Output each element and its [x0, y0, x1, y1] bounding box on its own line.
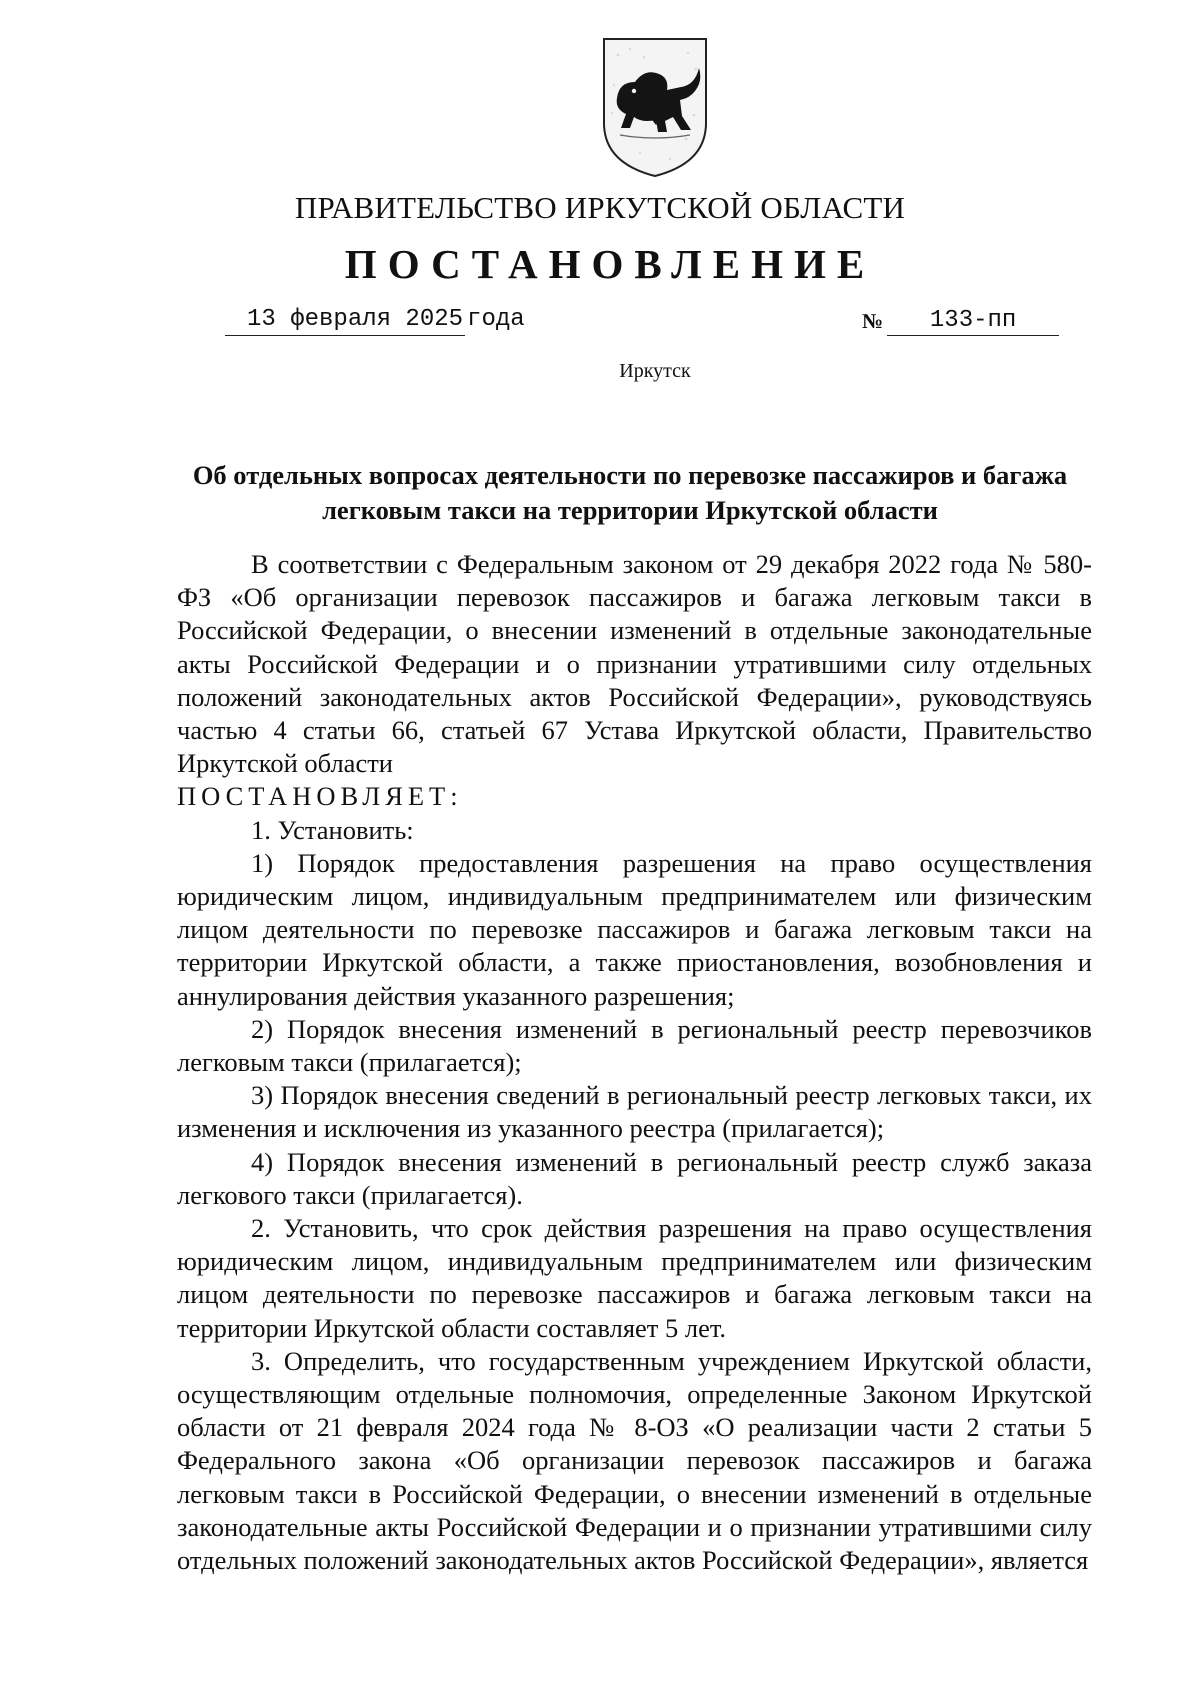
- preamble-paragraph: В соответствии с Федеральным законом от 29 декабря 2022 года № 580-ФЗ «Об организации перевозок пассажиров и багажа легковым такси в Российской Федерации, о внесении изменений в отдельные законодательные акты Российской Федерации и о признании утратившими силу отдельных положений законодательных актов Российской Федерации», руководствуясь частью 4 статьи 66, статьей 67 Устава Иркутской области, Правительство Иркутской области: [177, 549, 1092, 779]
- clause-1: 1. Установить:: [251, 814, 414, 845]
- clause-1-1: 1) Порядок предоставления разрешения на право осуществления юридическим лицом, индивидуальным предпринимателем или физическим лицом деятельности по перевозке пассажиров и багажа легковым такси на территории Иркутской области, а также приостановления, возобновления и аннулирования действия указанного разрешения;: [177, 847, 1092, 1011]
- title-line-1: Об отдельных вопросах деятельности по перевозке пассажиров и багажа: [192, 460, 1068, 490]
- document-date: [225, 306, 525, 336]
- clause-1-3: 3) Порядок внесения сведений в региональный реестр легковых такси, их изменения и исключения из указанного реестра (прилагается);: [177, 1080, 1092, 1144]
- document-title: [170, 458, 1090, 528]
- title-line-2: легковым такси на территории Иркутской области: [322, 495, 938, 525]
- decree-word: ПОСТАНОВЛЯЕТ:: [177, 781, 463, 812]
- document-type: ПОСТАНОВЛЕНИЕ: [344, 241, 876, 287]
- organization-name: ПРАВИТЕЛЬСТВО ИРКУТСКОЙ ОБЛАСТИ: [294, 190, 906, 225]
- clause-2: 2. Установить, что срок действия разрешения на право осуществления юридическим лицом, индивидуальным предпринимателем или физическим лицом деятельности по перевозке пассажиров и багажа легковым такси на территории Иркутской области составляет 5 лет.: [177, 1213, 1092, 1343]
- number-value: 133-пп: [887, 307, 1059, 336]
- irkutsk-coat-of-arms-icon: [600, 35, 710, 180]
- clause-3: 3. Определить, что государственным учреждением Иркутской области, осуществляющим отдельные полномочия, определенные Законом Иркутской области от 21 февраля 2024 года № 8-ОЗ «О реализации части 2 статьи 5 Федерального закона «Об организации перевозок пассажиров и багажа легковым такси в Российской Федерации, о внесении изменений в отдельные законодательные акты Российской Федерации и о признании утратившими силу отдельных положений законодательных актов Российской Федерации», является: [177, 1345, 1092, 1576]
- number-sign: №: [862, 309, 884, 333]
- document-city: Иркутск: [619, 360, 691, 382]
- clause-1-2: 2) Порядок внесения изменений в региональный реестр перевозчиков легковым такси (прилагается);: [177, 1013, 1092, 1078]
- document-number: [862, 306, 1059, 336]
- date-value: 13 февраля 2025: [225, 306, 465, 336]
- date-suffix: года: [467, 306, 525, 333]
- clause-1-4: 4) Порядок внесения изменений в региональный реестр служб заказа легкового такси (прилагается).: [177, 1146, 1092, 1210]
- document-body: [177, 548, 1092, 1577]
